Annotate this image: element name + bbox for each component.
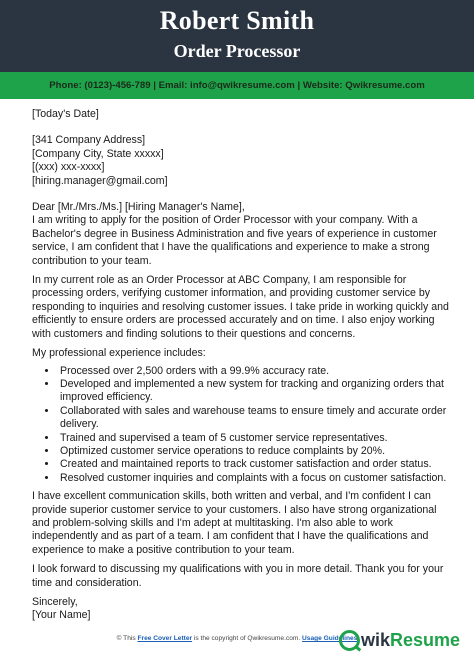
copyright-text: is the copyright of Qwikresume.com. [193,635,301,642]
letter-body [32,108,450,623]
copyright-prefix: © This [116,635,136,642]
signature: [Your Name] [32,609,91,622]
letter-date: [Today's Date] [32,108,99,120]
qwikresume-logo[interactable] [339,630,460,651]
contact-bar: Phone: (0123)-456-789 | Email: info@qwikresume.com | Website: Qwikresume.com [0,72,474,99]
list-item: • Trained and supervised a team of 5 customer service representatives. [58,432,450,445]
address-line: [hiring.manager@gmail.com] [32,174,168,187]
address-line: [(xxx) xxx-xxxx] [32,161,105,174]
resume-header [0,0,474,72]
applicant-name: Robert Smith [159,6,315,35]
usage-guidelines-link[interactable]: Usage Guidelines [302,635,358,642]
address-line: [341 Company Address] [32,134,146,147]
list-item: • Created and maintained reports to track customer satisfaction and order status. [58,458,450,471]
paragraph-intro: I am writing to apply for the position of Order Processor with your company. With a Bachelor's degree in Business Administration and five years of experience in customer service, I am confident that I have the qualifications and experience to make a strong contribution to your team. [32,214,437,267]
paragraph-closing: I look forward to discussing my qualifications with you in more detail. Thank you for your time and consideration. [32,563,444,589]
experience-intro: My professional experience includes: [32,347,206,360]
list-item: • Resolved customer inquiries and complaints with a focus on customer satisfaction. [58,472,450,485]
list-item: • Developed and implemented a new system for tracking and organizing orders that improved efficiency. [58,378,450,405]
list-item: • Optimized customer service operations to reduce complaints by 20%. [58,445,450,458]
address-line: [Company City, State xxxxx] [32,147,164,160]
list-item: • Processed over 2,500 orders with a 99.9% accuracy rate. [58,365,450,378]
closing: Sincerely, [32,596,78,608]
free-cover-letter-link[interactable]: Free Cover Letter [137,635,193,642]
experience-list [32,365,450,486]
logo-resume-text: Resume [389,630,460,650]
list-item: • Collaborated with sales and warehouse teams to ensure timely and accurate order delivery. [58,405,450,432]
recipient-address [32,134,450,188]
page-footer [0,628,474,670]
logo-q-icon [339,630,360,651]
paragraph-skills: I have excellent communication skills, both written and verbal, and I'm confident I can provide superior customer service to your customers. I also have strong organizational and problem-solving skills and I'm adept at multitasking. I'm also able to work independently and as part of a team. I am confident that I have the qualifications and experience to make a positive contribution to your team. [32,490,437,556]
logo-wik-text: wik [360,630,390,650]
paragraph-current-role: In my current role as an Order Processor at ABC Company, I am responsible for processing orders, verifying customer information, and providing customer service by responding to inquiries and resolving customer issues. I take pride in working quickly and efficiently to ensure orders are processed accurately and on time. I also enjoy working with customers and finding solutions to their questions and concerns. [32,274,449,340]
job-title: Order Processor [173,41,301,61]
salutation: Dear [Mr./Mrs./Ms.] [Hiring Manager's Name], [32,201,245,214]
